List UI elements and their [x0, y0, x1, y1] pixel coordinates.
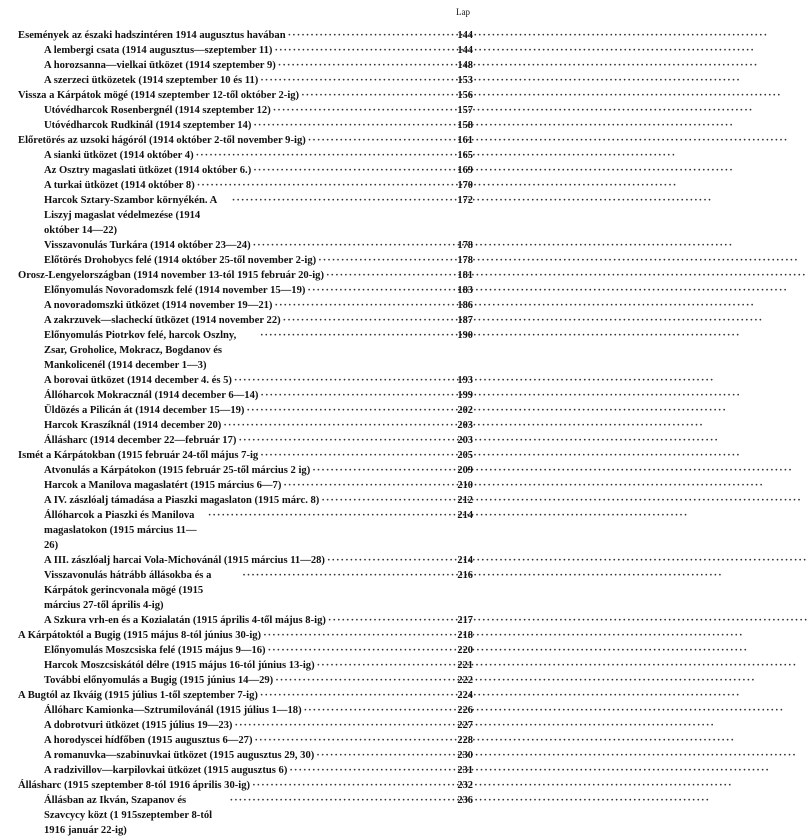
toc-entry	[18, 733, 473, 748]
toc-entry-title: A szerzeci ütközetek (1914 szeptember 10 és 11)	[44, 75, 259, 86]
dot-leader	[289, 763, 451, 778]
toc-entry-title: Állóharcok Mokracznál (1914 december 6—14)	[44, 390, 259, 401]
toc-entry-title: Előnyomulás Piotrkov felé, harcok Oszlny, Zsar, Groholice, Mokracz, Bogdanov és Mankolicenél (1914 december 1—3)	[44, 330, 237, 371]
dot-leader	[268, 643, 451, 658]
toc-entry-page-number: 226	[457, 705, 473, 716]
toc-entry-page-number: 144	[457, 30, 473, 41]
toc-entry-page-number: 214	[457, 555, 473, 566]
toc-entry	[18, 778, 473, 793]
toc-entry	[18, 703, 473, 718]
dot-leader	[230, 793, 451, 808]
toc-entry	[18, 178, 473, 193]
toc-entry	[18, 718, 473, 733]
toc-entry-title: A radzivillov—karpilovkai ütközet (1915 augusztus 6)	[44, 765, 288, 776]
dot-leader	[260, 388, 451, 403]
toc-entry	[18, 253, 473, 268]
dot-leader	[260, 688, 451, 703]
dot-leader	[260, 328, 451, 343]
toc-entry-page-number: 236	[457, 795, 473, 806]
toc-entry-page-number: 214	[457, 510, 473, 521]
toc-entry-page-number: 169	[457, 165, 473, 176]
dot-leader	[288, 28, 451, 43]
toc-entry-page-number: 232	[457, 780, 473, 791]
toc-entry	[18, 673, 473, 688]
dot-leader	[234, 718, 451, 733]
toc-entry	[18, 403, 473, 418]
toc-entry-page-number: 157	[457, 105, 473, 116]
toc-entry-page-number: 205	[457, 450, 473, 461]
dot-leader	[260, 73, 451, 88]
toc-entry-page-number: 183	[457, 285, 473, 296]
toc-entry-title: Vissza a Kárpátok mögé (1914 szeptember 12-től október 2-ig)	[18, 90, 300, 101]
dot-leader	[274, 43, 451, 58]
dot-leader	[254, 733, 451, 748]
toc-entry	[18, 313, 473, 328]
toc-entry-page-number: 227	[457, 720, 473, 731]
toc-entry	[18, 43, 473, 58]
toc-entry-page-number: 156	[457, 90, 473, 101]
toc-entry-page-number: 193	[457, 375, 473, 386]
toc-entry-page-number: 172	[457, 195, 473, 206]
toc-entry	[18, 298, 473, 313]
dot-leader	[223, 418, 451, 433]
toc-entry-title: Orosz-Lengyelországban (1914 november 13-tól 1915 február 20-ig)	[18, 270, 325, 281]
toc-entry-page-number: 202	[457, 405, 473, 416]
toc-entry	[18, 433, 473, 448]
toc-entry	[18, 328, 473, 373]
toc-entry-page-number: 231	[457, 765, 473, 776]
toc-entry-title: A horozsanna—vielkai ütközet (1914 szeptember 9)	[44, 60, 276, 71]
toc-entry	[18, 613, 473, 628]
toc-entry	[18, 88, 473, 103]
toc-entry	[18, 568, 473, 613]
dot-leader	[312, 463, 451, 478]
toc-entry	[18, 658, 473, 673]
toc-entry-page-number: 224	[457, 690, 473, 701]
toc-entry-page-number: 209	[457, 465, 473, 476]
dot-leader	[301, 88, 451, 103]
toc-entry-title: Előnyomulás Moszcsiska felé (1915 május 9—16)	[44, 645, 266, 656]
toc-entry	[18, 73, 473, 88]
toc-entry-title: Harcok Moszcsiskától délre (1915 május 16-tól június 13-ig)	[44, 660, 315, 671]
toc-entry	[18, 193, 473, 238]
dot-leader	[321, 493, 451, 508]
dot-leader	[263, 628, 451, 643]
toc-entry	[18, 148, 473, 163]
toc-entry	[18, 688, 473, 703]
toc-entry-page-number: 203	[457, 435, 473, 446]
toc-entry	[18, 388, 473, 403]
toc-entry	[18, 58, 473, 73]
toc-entry-title: Események az északi hadszintéren 1914 augusztus havában	[18, 30, 286, 41]
toc-entry-page-number: 148	[457, 60, 473, 71]
toc-entry	[18, 133, 473, 148]
toc-entry-title: Előretörés az uzsoki hágóról (1914 október 2-től november 9-ig)	[18, 135, 306, 146]
toc-entry-title: A romanuvka—szabinuvkai ütközet (1915 augusztus 29, 30)	[44, 750, 315, 761]
toc-entry-title: Üldözés a Pilicán át (1914 december 15—19)	[44, 405, 245, 416]
toc-entry	[18, 763, 473, 778]
toc-entry-title: Állóharc Kamionka—Sztrumilovánál (1915 július 1—18)	[44, 705, 302, 716]
toc-entry-title: A horodyscei hídfőben (1915 augusztus 6—27)	[44, 735, 253, 746]
toc-entry-page-number: 230	[457, 750, 473, 761]
toc-entry-title: Állásharc (1914 december 22—február 17)	[44, 435, 237, 446]
dot-leader	[273, 103, 451, 118]
toc-entry-title: Utóvédharcok Rudkinál (1914 szeptember 14)	[44, 120, 252, 131]
toc-entry-page-number: 210	[457, 480, 473, 491]
dot-leader	[318, 253, 451, 268]
dot-leader	[253, 118, 451, 133]
toc-entry-page-number: 158	[457, 120, 473, 131]
dot-leader	[326, 268, 451, 283]
toc-entry-title: A Kárpátoktól a Bugig (1915 május 8-tól június 30-ig)	[18, 630, 262, 641]
toc-entry-title: A zakrzuvek—slacheckí ütközet (1914 november 22)	[44, 315, 281, 326]
toc-entry-title: A Szkura vrh-en és a Kozialatán (1915 április 4-től május 8-ig)	[44, 615, 326, 626]
dot-leader	[253, 163, 451, 178]
toc-entry-title: Állóharcok a Piaszki és Manilova magaslatokon (1915 március 11—26)	[44, 510, 197, 551]
toc-entry-title: Állásharc (1915 szeptember 8-tól 1916 április 30-ig)	[18, 780, 251, 791]
toc-entry-title: Harcok a Manilova magaslatért (1915 március 6—7)	[44, 480, 282, 491]
toc-entry-page-number: 153	[457, 75, 473, 86]
toc-entry-page-number: 220	[457, 645, 473, 656]
dot-leader	[328, 613, 451, 628]
page-column-header: Lap	[456, 7, 470, 17]
toc-entry-page-number: 217	[457, 615, 473, 626]
toc-entry	[18, 748, 473, 763]
toc-entry-page-number: 165	[457, 150, 473, 161]
toc-entry-title: A turkai ütközet (1914 október 8)	[44, 180, 195, 191]
dot-leader	[317, 658, 451, 673]
toc-entry-page-number: 218	[457, 630, 473, 641]
toc-entry	[18, 163, 473, 178]
toc-entry-title: Atvonulás a Kárpátokon (1915 február 25-től március 2 ig)	[44, 465, 311, 476]
toc-entry-page-number: 221	[457, 660, 473, 671]
toc-entry-page-number: 212	[457, 495, 473, 506]
toc-entry	[18, 28, 473, 43]
dot-leader	[327, 553, 451, 568]
toc-entry-title: A novoradomszki ütközet (1914 november 19—21)	[44, 300, 273, 311]
dot-leader	[278, 58, 451, 73]
dot-leader	[308, 133, 451, 148]
toc-entry-title: A dobrotvuri ütközet (1915 július 19—23)	[44, 720, 233, 731]
toc-entry	[18, 283, 473, 298]
toc-entry-title: A lembergi csata (1914 augusztus—szeptember 11)	[44, 45, 273, 56]
dot-leader	[238, 433, 451, 448]
toc-entry-title: Állásban az Ikván, Szapanov és Szavcycy közt (1 915szeptember 8-tól 1916 január 22-ig)	[44, 795, 213, 836]
toc-entry-page-number: 178	[457, 255, 473, 266]
toc-entry-title: Az Osztry magaslati ütközet (1914 október 6.)	[44, 165, 252, 176]
toc-entry-title: Harcok Sztary-Szambor környékén. A Liszyj magaslat védelmezése (1914 október 14—22)	[44, 195, 217, 236]
toc-entry-page-number: 190	[457, 330, 473, 341]
dot-leader	[316, 748, 451, 763]
toc-entry-title: Ismét a Kárpátokban (1915 február 24-től május 7-ig	[18, 450, 259, 461]
toc-entry-page-number: 228	[457, 735, 473, 746]
dot-leader	[197, 178, 451, 193]
toc-entry	[18, 418, 473, 433]
toc-entry-title: Utóvédharcok Rosenbergnél (1914 szeptember 12)	[44, 105, 271, 116]
toc-entry	[18, 373, 473, 388]
toc-entry-page-number: 199	[457, 390, 473, 401]
toc-entry-title: Előtörés Drohobycs felé (1914 október 25-től november 2-ig)	[44, 255, 317, 266]
dot-leader	[234, 373, 451, 388]
toc-entry	[18, 103, 473, 118]
dot-leader	[260, 448, 451, 463]
dot-leader	[283, 313, 451, 328]
toc-entry-page-number: 161	[457, 135, 473, 146]
toc-entry	[18, 628, 473, 643]
toc-entry-page-number: 203	[457, 420, 473, 431]
dot-leader	[253, 238, 451, 253]
dot-leader	[246, 403, 451, 418]
table-of-contents	[18, 28, 473, 838]
dot-leader	[208, 508, 451, 523]
toc-entry	[18, 448, 473, 463]
toc-entry	[18, 493, 473, 508]
toc-entry	[18, 238, 473, 253]
toc-entry-page-number: 187	[457, 315, 473, 326]
toc-entry-title: A borovai ütközet (1914 december 4. és 5)	[44, 375, 232, 386]
dot-leader	[232, 193, 451, 208]
toc-entry-page-number: 222	[457, 675, 473, 686]
toc-entry-page-number: 178	[457, 240, 473, 251]
toc-entry	[18, 793, 473, 838]
toc-entry	[18, 118, 473, 133]
dot-leader	[274, 298, 451, 313]
toc-entry	[18, 643, 473, 658]
toc-entry-title: A Bugtól az Ikváig (1915 július 1-től szeptember 7-ig)	[18, 690, 258, 701]
toc-entry-title: Visszavonulás hátrább állásokba és a Kárpátok gerincvonala mögé (1915 március 27-től április 4-ig)	[44, 570, 212, 611]
toc-entry-page-number: 186	[457, 300, 473, 311]
toc-entry-title: Visszavonulás Turkára (1914 október 23—24)	[44, 240, 251, 251]
toc-entry-title: A III. zászlóalj harcai Vola-Michovánál (1915 március 11—28)	[44, 555, 325, 566]
dot-leader	[307, 283, 451, 298]
toc-entry-page-number: 181	[457, 270, 473, 281]
dot-leader	[242, 568, 451, 583]
toc-entry	[18, 508, 473, 553]
dot-leader	[283, 478, 451, 493]
toc-entry-title: A IV. zászlóalj támadása a Piaszki magaslaton (1915 márc. 8)	[44, 495, 320, 506]
toc-entry-title: A sianki ütközet (1914 október 4)	[44, 150, 194, 161]
toc-entry	[18, 478, 473, 493]
dot-leader	[275, 673, 451, 688]
toc-entry-title: Harcok Kraszíknál (1914 december 20)	[44, 420, 222, 431]
toc-entry-page-number: 216	[457, 570, 473, 581]
dot-leader	[252, 778, 451, 793]
toc-entry	[18, 553, 473, 568]
toc-entry-title: Előnyomulás Novoradomszk felé (1914 november 15—19)	[44, 285, 306, 296]
toc-entry-page-number: 144	[457, 45, 473, 56]
toc-entry-title: További előnyomulás a Bugig (1915 június 14—29)	[44, 675, 274, 686]
dot-leader	[196, 148, 451, 163]
toc-entry	[18, 463, 473, 478]
dot-leader	[304, 703, 451, 718]
toc-entry-page-number: 170	[457, 180, 473, 191]
toc-entry	[18, 268, 473, 283]
